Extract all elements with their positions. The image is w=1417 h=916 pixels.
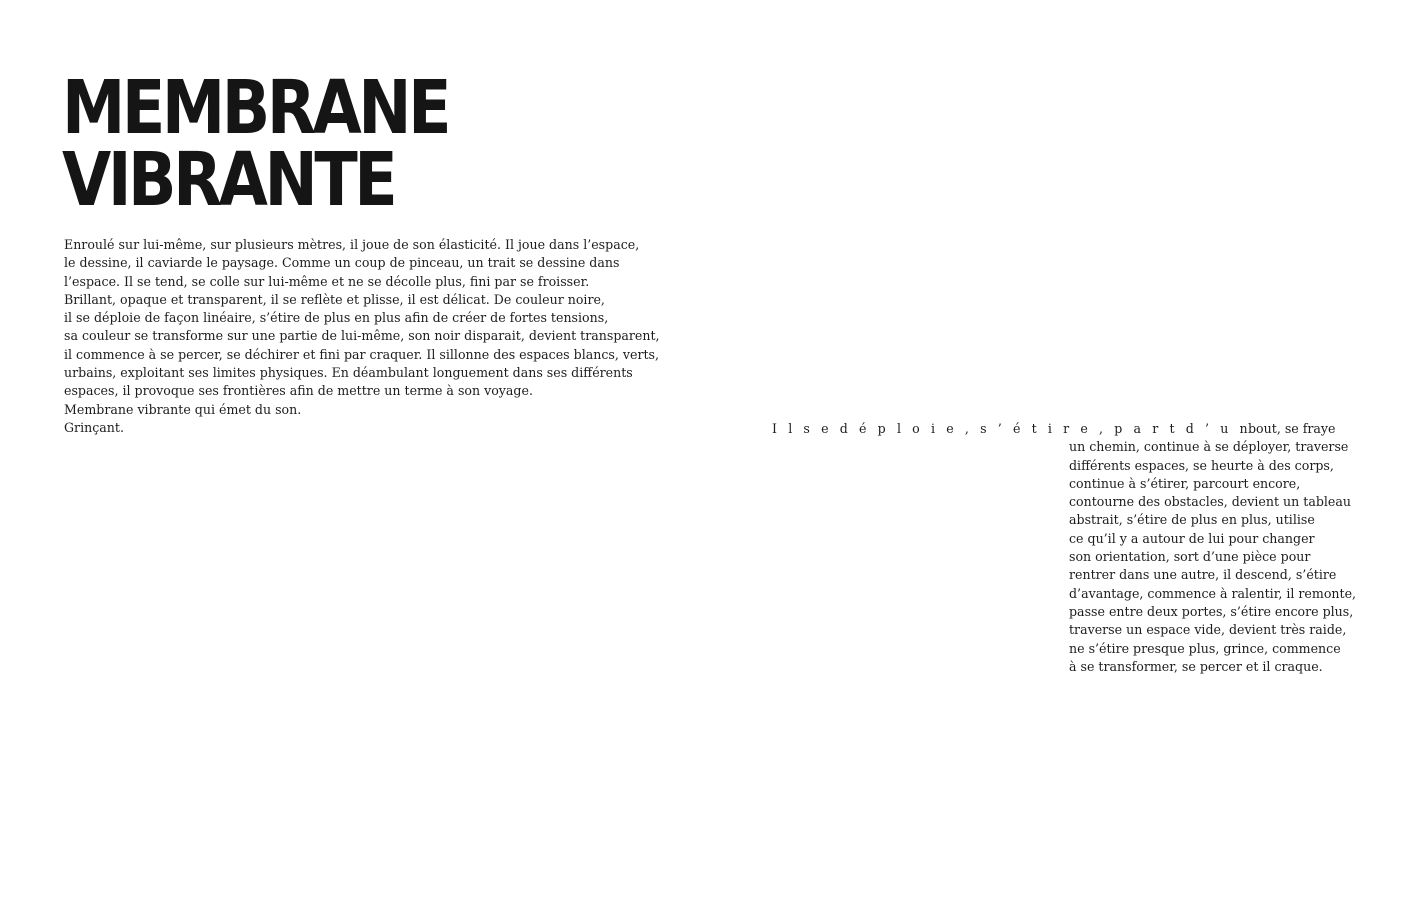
title-line-2: VIBRANTE — [62, 137, 395, 223]
intro-line: urbains, exploitant ses limites physiques. En déambulant longuement dans ses différents — [64, 365, 633, 381]
intro-line: espaces, il provoque ses frontières afin de mettre un terme à son voyage. — [64, 383, 533, 399]
column-line: son orientation, sort d’une pièce pour — [1069, 549, 1311, 565]
stretched-char: t — [1031, 421, 1037, 436]
stretched-char: n — [1239, 421, 1248, 436]
column-line: traverse un espace vide, devient très raide, — [1069, 622, 1347, 638]
title-line-1: MEMBRANE — [62, 65, 449, 151]
stretched-char: , — [964, 421, 969, 436]
intro-line: Grinçant. — [64, 419, 124, 435]
stretched-char: é — [1012, 421, 1021, 436]
stretched-char: i — [1047, 421, 1052, 436]
stretched-char: i — [930, 421, 935, 436]
stretched-char: d — [1185, 421, 1194, 436]
stretched-char: ’ — [997, 421, 1002, 436]
stretched-char: e — [1080, 421, 1088, 436]
stretched-char: d — [839, 421, 848, 436]
column-line: ne s’étire presque plus, grince, commence — [1069, 640, 1341, 656]
stretched-char: I — [772, 421, 777, 436]
intro-line: il commence à se percer, se déchirer et fini par craquer. Il sillonne des espaces blancs, verts, — [64, 346, 659, 362]
stretched-char: e — [946, 421, 954, 436]
intro-line: Membrane vibrante qui émet du son. — [64, 401, 302, 417]
stretched-char: ’ — [1204, 421, 1209, 436]
stretched-char: e — [821, 421, 829, 436]
stretched-char: o — [912, 421, 920, 436]
stretched-char: l — [788, 421, 793, 436]
stretched-paragraph — [1069, 438, 1369, 676]
intro-line: Brillant, opaque et transparent, il se reflète et plisse, il est délicat. De couleur noire, — [64, 291, 605, 307]
stretched-char: l — [896, 421, 901, 436]
column-line: rentrer dans une autre, il descend, s’étire — [1069, 567, 1337, 583]
intro-line: il se déploie de façon linéaire, s’étire de plus en plus afin de créer de fortes tensions, — [64, 310, 609, 326]
column-line: ce qu’il y a autour de lui pour changer — [1069, 530, 1315, 546]
stretched-char: a — [1133, 421, 1142, 436]
stretched-char: s — [980, 421, 987, 436]
stretched-first-line — [772, 420, 1248, 438]
column-line: différents espaces, se heurte à des corps, — [1069, 457, 1334, 473]
intro-line: l’espace. Il se tend, se colle sur lui-même et ne se décolle plus, fini par se froisser. — [64, 273, 590, 289]
column-line: d’avantage, commence à ralentir, il remonte, — [1069, 585, 1357, 601]
stretched-first-line-tail: bout, se fraye — [1248, 421, 1336, 436]
intro-line: Enroulé sur lui-même, sur plusieurs mètres, il joue de son élasticité. Il joue dans l’espace, — [64, 237, 640, 252]
stretched-char: r — [1152, 421, 1159, 436]
intro-line: le dessine, il caviarde le paysage. Comme un coup de pinceau, un trait se dessine dans — [64, 255, 620, 271]
column-line: abstrait, s’étire de plus en plus, utilise — [1069, 512, 1315, 528]
stretched-char: r — [1063, 421, 1070, 436]
column-line: à se transformer, se percer et il craque. — [1069, 658, 1323, 674]
intro-line: sa couleur se transforme sur une partie de lui-même, son noir disparait, devient transparent, — [64, 328, 660, 344]
stretched-char: é — [859, 421, 867, 436]
stretched-char: , — [1099, 421, 1104, 436]
column-line: passe entre deux portes, s’étire encore plus, — [1069, 603, 1354, 619]
stretched-char: s — [803, 421, 810, 436]
page-title — [62, 65, 449, 223]
stretched-char: t — [1169, 421, 1175, 436]
intro-paragraph — [64, 236, 684, 437]
column-line: continue à s’étirer, parcourt encore, — [1069, 475, 1301, 491]
column-line: contourne des obstacles, devient un tableau — [1069, 494, 1351, 510]
stretched-char: u — [1220, 421, 1229, 436]
column-line: un chemin, continue à se déployer, traverse — [1069, 439, 1349, 455]
stretched-char: p — [1114, 421, 1123, 436]
stretched-char: p — [877, 421, 886, 436]
